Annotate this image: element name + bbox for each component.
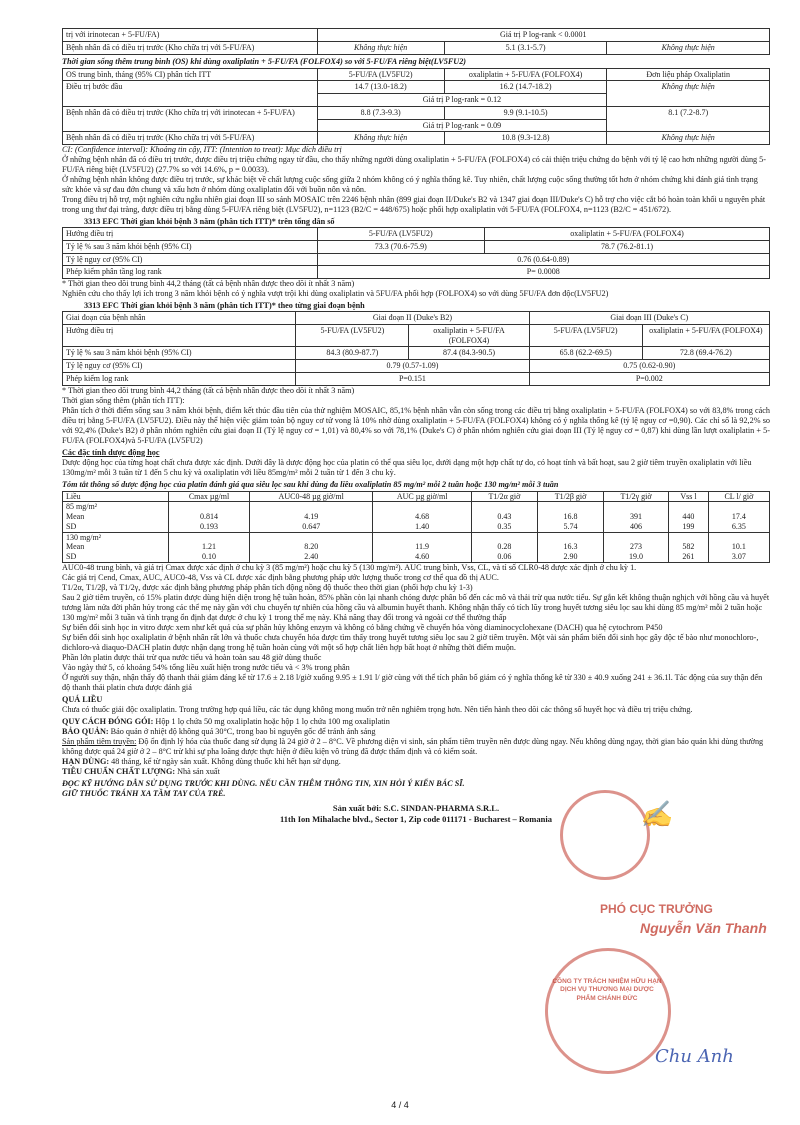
table-row: Bệnh nhân đã có điều trị trước (Kho chữa trị với 5-FU/FA) Không thực hiện 10.8 (9.3-12.8) Không thực hiện <box>63 132 770 145</box>
abbrev-note: CI: (Confidence interval): Khoảng tin cậy, ITT: (Intention to treat): Mục đích điều trị <box>62 145 342 154</box>
stamp-title: PHÓ CỤC TRƯỞNG <box>600 902 713 916</box>
table-row: SD 0.193 0.647 1.40 0.35 5.74 406 199 6.35 <box>63 522 770 532</box>
paragraph: Dược động học của từng hoạt chất chưa được xác định. Dưới đây là dược động học của platin có thể qua siêu lọc, dưới dạng một hợp chất tự do, có hoạt tính và bất hoạt, sau 2 giờ tiêm truyền oxaliplatin với liều 130mg/m² mỗi 3 tuần từ 1 đến 5 chu kỳ và oxaliplatin với liều 85mg/m² mỗi 2 tuần từ 1 đến 3 chu kỳ. <box>62 457 752 477</box>
table-row: Tỷ lệ % sau 3 năm khỏi bệnh (95% CI) 84.3 (80.9-87.7) 87.4 (84.3-90.5) 65.8 (62.2-69.5) 72.8 (69.4-76.2) <box>63 347 770 360</box>
pk-heading: Các đặc tính dược động học <box>62 447 160 457</box>
footnote: * Thời gian theo dõi trung bình 44,2 tháng (tất cả bệnh nhân được theo dõi ít nhất 3 năm) <box>62 279 355 288</box>
manufacturer-line: Sản xuất bởi: S.C. SINDAN-PHARMA S.R.L. <box>332 802 500 813</box>
page-number: 4 / 4 <box>391 1100 409 1110</box>
stamp-name: Nguyễn Văn Thanh <box>640 920 767 936</box>
company-stamp-seal <box>545 948 671 1074</box>
document-page <box>62 28 770 824</box>
table-header: OS trung bình, tháng (95% CI) phân tích ITT 5-FU/FA (LV5FU2) oxaliplatin + 5-FU/FA (FOLFOX4) Đơn liệu pháp Oxaliplatin <box>63 68 770 81</box>
pk-table-caption: Tóm tắt thông số dược động học của platin đánh giá qua siêu lọc sau khi dùng đa liều oxaliplatin 85 mg/m² mỗi 2 tuần hoặc 130 mg/m² mỗi 3 tuần <box>62 479 559 489</box>
paragraph: Nghiên cứu cho thấy lợi ích trong 3 năm khỏi bệnh có ý nghĩa vượt trội khi dùng oxaliplatin và 5FU/FA phối hợp (FOLFOX4) so với dùng 5FU/FA đơn độc(LV5FU2) <box>62 289 609 298</box>
table-row: Tỷ lệ nguy cơ (95% CI) 0.79 (0.57-1.09) 0.75 (0.62-0.90) <box>63 360 770 373</box>
paragraph: Thời gian sống thêm (phân tích ITT): <box>62 395 185 405</box>
warning-read: ĐỌC KỸ HƯỚNG DẪN SỬ DỤNG TRƯỚC KHI DÙNG. NẾU CẦN THÊM THÔNG TIN, XIN HỎI Ý KIẾN BÁC SĨ. <box>62 778 465 788</box>
footnote: * Thời gian theo dõi trung bình 44,2 tháng (tất cả bệnh nhân được theo dõi ít nhất 3 năm) <box>62 385 355 395</box>
address-line: 11th Ion Mihalache blvd., Sector 1, Zip code 011171 - Bucharest – Romania <box>280 814 552 825</box>
efc2-caption: 3313 EFC Thời gian khỏi bệnh 3 năm (phân tích ITT)* theo từng giai đoạn bệnh <box>84 301 365 310</box>
table-row: Bệnh nhân đã có điều trị trước (Kho chữa trị với 5-FU/FA) Không thực hiện 5.1 (3.1-5.7) Không thực hiện <box>63 41 770 54</box>
paragraph: Phần lớn platin được thải trừ qua nước tiểu và hoàn toàn sau 48 giờ dùng thuốc <box>62 652 322 662</box>
paragraph: Phân tích ở thời điểm sống sau 3 năm khỏi bệnh, điểm kết thúc đầu tiên của thử nghiệm MOSAIC, 85,1% bệnh nhân vẫn còn sống trong các điều trị bằng oxaliplatin + 5-FU/FA (FOLFOX4) so với 83,8% trong cách điều trị bằng 5-FU/FA (LV5FU2). Điều này thể hiện việc giảm toàn bộ nguy cơ tử vong là 10% nhờ dùng oxaliplatin + 5-FU/FA (FOLFOX4) không có ý nghĩa thống kê (tỷ lệ nguy cơ =0,90). Các chỉ số là 92,2% so với 92,4% (Duke's B2) ở phân nhóm nghiên cứu giai đoạn II (Tỷ lệ nguy cơ = 1,01) và 80,4% so với 78,1% (Duke's C) ở phân nhóm nghiên cứu giai đoạn III (Tỷ lệ nguy cơ = 0,87) khi dùng lần lượt oxaliplatin + 5-FU/FA (FOLFOX4)và 5-FU/FA (LV5FU2) <box>62 405 770 445</box>
paragraph: Trong điều trị hỗ trợ, một nghiên cứu ngẫu nhiên giai đoạn III so sánh MOSAIC trên 2246 bệnh nhân (899 giai đoạn II/Duke's B2 và 1347 giai đoạn III/Duke's C) hỗ trợ cho việc cắt bỏ hoàn toàn khối u nguyên phát trong ung thư đại tràng, được điều trị bằng dùng 5-FU/FA riêng biệt (LV5FU2), n=1123 (B2/C = 448/675) hoặc phối hợp oxaliplatin với 5-FU/FA (FOLFOX4, n=1123 (B2/C = 451/672). <box>62 195 766 214</box>
table-header: Liều Cmax µg/ml AUC0-48 µg giờ/ml AUC µg giờ/ml T1/2α giờ T1/2β giờ T1/2γ giờ Vss l CL l/ giờ <box>63 491 770 502</box>
os-table <box>62 68 770 146</box>
os-table-caption: Thời gian sống thêm trung bình (OS) khi dùng oxaliplatin + 5-FU/FA (FOLFOX4) so với 5-FU/FA riêng biệt(LV5FU2) <box>62 56 467 66</box>
signature-1: ✍ <box>640 800 673 830</box>
paragraph: Các giá trị Cend, Cmax, AUC, AUC0-48, Vss và CL được xác định bằng phương pháp ước lượng thuốc trong cơ thể qua đồ thị AUC. <box>62 572 499 582</box>
table-row: Tỷ lệ % sau 3 năm khỏi bệnh (95% CI) 73.3 (70.6-75.9) 78.7 (76.2-81.1) <box>63 240 770 253</box>
efc1-table <box>62 227 770 279</box>
paragraph: Sự biến đổi sinh học oxaliplatin ở bệnh nhân rất lớn và thuốc chưa chuyển hóa được tìm thấy trong huyết tương siêu lọc sau 2 giờ tiêm truyền. Một vài sản phẩm biến đổi sinh học gây độc tế bào như monochloro-, dichloro-và diaquo-DACH platin được nhận dạng trong hệ tuần hoàn cùng với một số hợp chất liên hợp bất hoạt ở những thời điểm muộn. <box>62 632 759 652</box>
paragraph: Sau 2 giờ tiêm truyền, có 15% platin được dùng hiện diện trong hệ tuần hoàn, 85% phần còn lại nhanh chóng được phân bố đến các mô và thải trừ qua nước tiểu. Sự gắn kết không thuận nghịch với hồng cầu và huyết tương làm nửa đời phân hủy trong các thể mẹ này gần với chu chuyển tự nhiên của hồng cầu và albumin huyết thanh. Không nhận thấy có tích lũy trong huyết tương siêu lọc sau khi dùng 85 mg/m² mỗi 2 tuần hoặc 130 mg/m² mỗi 3 tuần và tình trạng ổn định đạt được ở chu kỳ 1 trong thể mẹ này. Khả năng thay đổi trong và ngoài cơ thể thường thấp <box>62 592 770 622</box>
table-row: Tỷ lệ nguy cơ (95% CI) 0.76 (0.64-0.89) <box>63 253 770 266</box>
table-header: Hướng điều trị 5-FU/FA (LV5FU2) oxaliplatin + 5-FU/FA (FOLFOX4) 5-FU/FA (LV5FU2) oxaliplatin + 5-FU/FA (FOLFOX4) <box>63 324 770 347</box>
shelf-life-line: HẠN DÙNG: 48 tháng, kể từ ngày sản xuất. Không dùng thuốc khi hết hạn sử dụng. <box>62 756 341 766</box>
table-row: 85 mg/m² <box>63 502 770 512</box>
table-row: SD 0.10 2.40 4.60 0.06 2.90 19.0 261 3.07 <box>63 552 770 562</box>
table-row: Mean 1.21 8.20 11.9 0.28 16.3 273 582 10.1 <box>63 542 770 552</box>
paragraph: AUC0-48 trung bình, và giá trị Cmax được xác định ở chu kỳ 3 (85 mg/m²) hoặc chu kỳ 5 (130 mg/m²). AUC trung bình, Vss, CL, và tỉ số CLR0-48 được xác định ở chu kỳ 1. <box>62 562 637 572</box>
efc2-table <box>62 311 770 386</box>
table-row: Giá trị P log-rank = 0.09 <box>63 119 770 132</box>
table-header: Hướng điều trị 5-FU/FA (LV5FU2) oxaliplatin + 5-FU/FA (FOLFOX4) <box>63 228 770 241</box>
storage-line: BẢO QUẢN: Bảo quản ở nhiệt độ không quá 30°C, trong bao bì nguyên gốc để tránh ánh sáng <box>62 726 376 736</box>
paragraph: Ở những bệnh nhân không được điều trị trước, sự khác biệt về chất lượng cuộc sống giữa 2 nhóm không có ý nghĩa thống kê. Tuy nhiên, chất lượng cuộc sống thường tốt hơn ở nhóm chứng khi đánh giá tình trạng sức khỏe và sự đau đớn chung và xấu hơn ở nhóm dùng oxaliplatin đối với buồn nôn và nôn. <box>62 175 758 194</box>
table-row: Bệnh nhân đã có điều trị trước (Kho chữa trị với irinotecan + 5-FU/FA) 8.8 (7.3-9.3) 9.9 (9.1-10.5) 8.1 (7.2-8.7) <box>63 106 770 119</box>
paragraph: Ở những bệnh nhân đã có điều trị trước, được điều trị triệu chứng ngay từ đầu, cho thấy những người dùng oxaliplatin + 5-FU/FA (FOLFOX4) có cải thiện triệu chứng do bệnh với tỷ lệ cao hơn những người dùng 5-FU/FA riêng biệt (LV5FU2) (27.7% so với 14.6%, p = 0.0033). <box>62 155 766 174</box>
packaging-line: QUY CÁCH ĐÓNG GÓI: Hộp 1 lọ chứa 50 mg oxaliplatin hoặc hộp 1 lọ chứa 100 mg oxaliplatin <box>62 716 390 726</box>
table-top-continuation <box>62 28 770 55</box>
table-row: Mean 0.814 4.19 4.68 0.43 16.8 391 440 17.4 <box>63 512 770 522</box>
table-row: Phép kiểm log rank P=0.151 P=0.002 <box>63 372 770 385</box>
efc1-caption: 3313 EFC Thời gian khỏi bệnh 3 năm (phân tích ITT)* trên tổng dân số <box>84 217 335 226</box>
official-stamp-seal <box>560 790 650 880</box>
table-row: 130 mg/m² <box>63 532 770 542</box>
paragraph: T1/2α, T1/2β, và T1/2γ, được xác định bằng phương pháp phân tích động nồng độ thuốc theo thời gian (phối hợp chu kỳ 1-3) <box>62 582 473 592</box>
table-row: Phép kiểm phân tầng log rank P= 0.0008 <box>63 266 770 279</box>
standard-line: TIÊU CHUẨN CHẤT LƯỢNG: Nhà sản xuất <box>62 766 220 776</box>
after-open-line: Sản phẩm tiêm truyền: Độ ổn định lý hóa của thuốc đang sử dụng là 24 giờ ở 2 – 8°C. Về phương diện vi sinh, sản phẩm tiêm truyền nên được dùng ngay. Nếu không dùng ngay, thời gian bảo quản khi dùng thường không được quá 24 giờ ở 2 – 8°C trừ khi sự pha loãng được thực hiện ở điều kiện vô trùng đã được thẩm định và có kiểm soát. <box>62 736 764 756</box>
overdose-heading: QUÁ LIỀU <box>62 694 103 704</box>
paragraph: Ở người suy thận, nhận thấy độ thanh thải giảm đáng kể từ 17.6 ± 2.18 l/giờ xuống 9.95 ± 1.91 l/ giờ cùng với thể tích phân bố giảm có ý nghĩa thống kê từ 330 ± 40.9 xuống 241 ± 36.1l. Tác động của suy thận đến độ thanh thải platin chưa được đánh giá <box>62 672 763 692</box>
company-stamp-text: CÔNG TY TRÁCH NHIỆM HỮU HẠN DỊCH VỤ THƯƠNG MẠI DƯỢC PHẨM CHÁNH ĐỨC <box>552 978 662 1002</box>
table-header: Giai đoạn của bệnh nhân Giai đoạn II (Duke's B2) Giai đoạn III (Duke's C) <box>63 312 770 325</box>
paragraph: Chưa có thuốc giải độc oxaliplatin. Trong trường hợp quá liều, các tác dụng không mong muốn trở nên nghiêm trọng hơn. Nên tiến hành theo dõi các thông số huyết học và điều trị triệu chứng. <box>62 704 693 714</box>
paragraph: Sự biến đổi sinh học in vitro được xem như kết quả của sự phân hủy không enzym và không có bằng chứng về chuyển hóa vòng diaminocyclohexane (DACH) qua hệ cytochrom P450 <box>62 622 663 632</box>
table-row: Điều trị bước đầu 14.7 (13.0-18.2) 16.2 (14.7-18.2) Không thực hiện <box>63 81 770 94</box>
warning-children: GIỮ THUỐC TRÁNH XA TẦM TAY CỦA TRẺ. <box>62 788 226 798</box>
pk-table <box>62 491 770 563</box>
table-row: Giá trị P log-rank = 0.12 <box>63 94 770 107</box>
signature-2: Chu Anh <box>655 1046 734 1067</box>
table-row: trị với irinotecan + 5-FU/FA) Giá trị P log-rank < 0.0001 <box>63 29 770 42</box>
paragraph: Vào ngày thứ 5, có khoảng 54% tổng liều xuất hiện trong nước tiểu và < 3% trong phân <box>62 662 350 672</box>
